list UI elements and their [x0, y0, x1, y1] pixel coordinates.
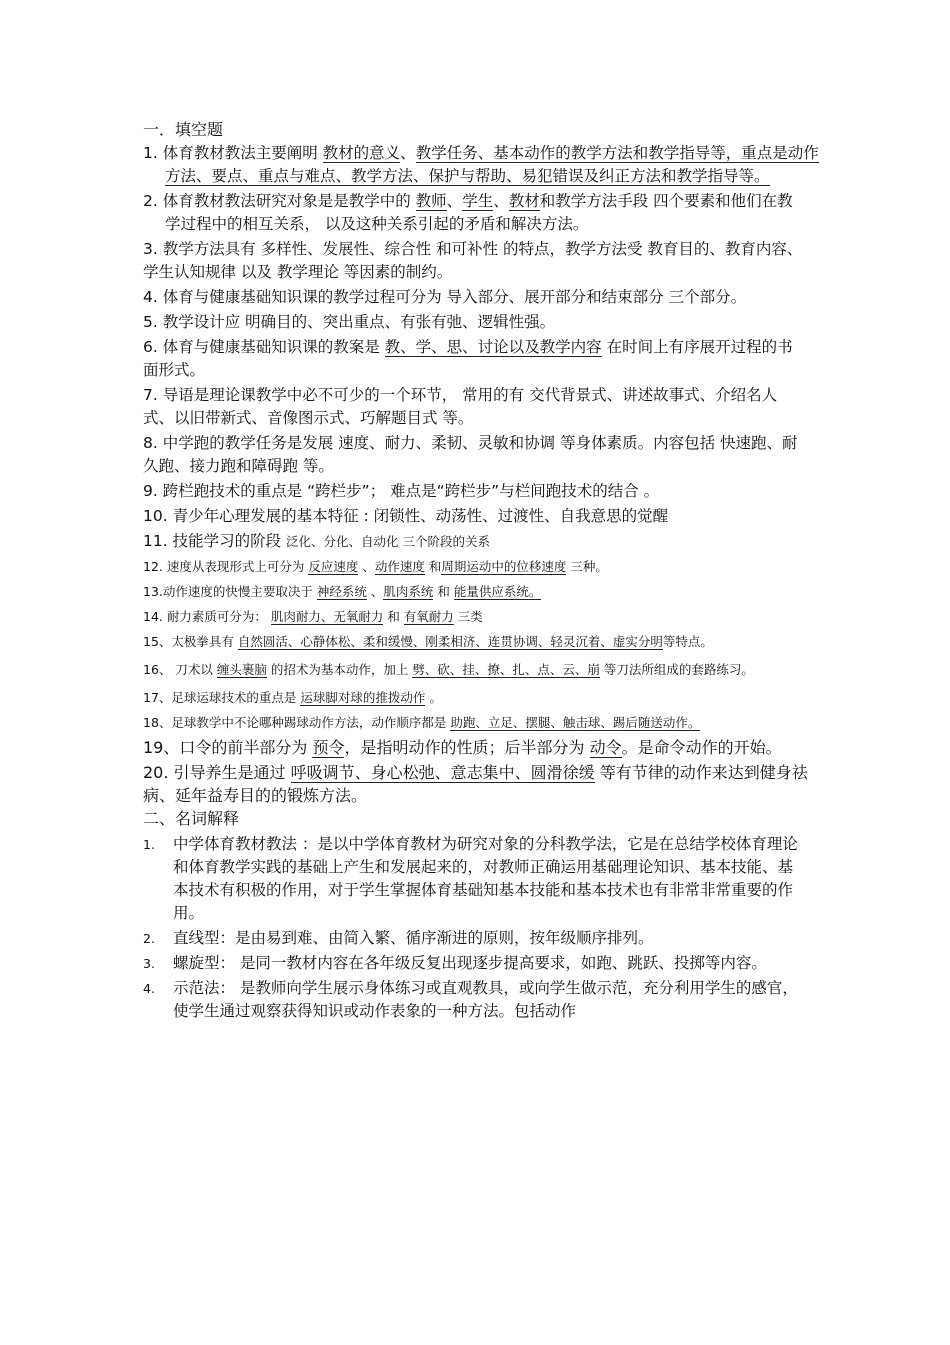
question-14: 14. 耐力素质可分为： 肌肉耐力、无氧耐力 和 有氧耐力 三类 — [143, 609, 483, 624]
question-12: 12. 速度从表现形式上可分为 反应速度 、动作速度 和周期运动中的位移速度 三种。 — [143, 559, 608, 574]
section-title-fill-blank: 一．填空题 — [143, 120, 224, 139]
question-18: 18、足球教学中不论哪种踢球动作方法，动作顺序都是 助跑、立足、摆腿、触击球、踢后随送动作。 — [143, 715, 701, 730]
definition-1: 1. 中学体育教材教法 ：是以中学体育教材为研究对象的分科教学法，它是在总结学校体育理论和体育教学实践的基础上产生和发展起来的，对教师正确运用基础理论知识、基本技能、基本技术有积极的作用，对于学生掌握体育基础知基本技能和基本技术也有非常非常重要的作用。 — [143, 835, 798, 922]
question-4: 4. 体育与健康基础知识课的教学过程可分为 导入部分、展开部分和结束部分 三个部分。 — [143, 288, 747, 306]
question-11: 11. 技能学习的阶段 泛化、分化、自动化 三个阶段的关系 — [143, 532, 490, 550]
question-10: 10. 青少年心理发展的基本特征 : 闭锁性、动荡性、过渡性、自我意思的觉醒 — [143, 507, 669, 525]
document-page — [143, 118, 819, 1023]
section-title-definitions: 二、名词解释 — [143, 809, 240, 828]
question-3: 3. 教学方法具有 多样性、发展性、综合性 和可补性 的特点，教学方法受 教育目的、教育内容、学生认知规律 以及 教学理论 等因素的制约。 — [143, 240, 803, 281]
question-16: 16、 刀术以 缠头裹脑 的招术为基本动作，加上 劈、砍、挂、撩、扎、点、云、崩 等刀法所组成的套路练习。 — [143, 662, 754, 677]
question-20: 20. 引导养生是通过 呼吸调节、身心松弛、意志集中、圆滑徐缓 等有节律的动作来达到健身祛病、延年益寿目的的锻炼方法。 — [143, 763, 808, 805]
question-9: 9. 跨栏跑技术的重点是 “跨栏步”； 难点是“跨栏步”与栏间跑技术的结合 。 — [143, 482, 660, 500]
question-17: 17、足球运球技术的重点是 运球脚对球的推拨动作 。 — [143, 690, 442, 705]
question-13: 13.动作速度的快慢主要取决于 神经系统 、肌肉系统 和 能量供应系统。 — [143, 584, 542, 599]
question-6: 6. 体育与健康基础知识课的教案是 教、学、思、讨论以及教学内容 在时间上有序展开过程的书面形式。 — [143, 338, 793, 379]
question-8: 8. 中学跑的教学任务是发展 速度、耐力、柔韧、灵敏和协调 等身体素质。内容包括 快速跑、耐久跑、接力跑和障碍跑 等。 — [143, 434, 798, 475]
definition-2: 2. 直线型：是由易到难、由简入繁、循序渐进的原则，按年级顺序排列。 — [143, 929, 654, 947]
question-15: 15、太极拳具有 自然圆活、心静体松、柔和缓慢、刚柔相济、连贯协调、轻灵沉着、虚实分明等特点。 — [143, 634, 713, 649]
definition-3: 3. 螺旋型： 是同一教材内容在各年级反复出现逐步提高要求，如跑、跳跃、投掷等内容。 — [143, 954, 767, 972]
question-19: 19、口令的前半部分为 预令，是指明动作的性质；后半部分为 动令。是命令动作的开始。 — [143, 738, 782, 757]
question-2: 2. 体育教材教法研究对象是是教学中的 教师、学生、教材和教学方法手段 四个要素和他们在教学过程中的相互关系， 以及这种关系引起的矛盾和解决方法。 — [143, 192, 793, 233]
definition-4: 4. 示范法： 是教师向学生展示身体练习或直观教具，或向学生做示范，充分利用学生的感官，使学生通过观察获得知识或动作表象的一种方法。包括动作 — [143, 979, 798, 1020]
question-5: 5. 教学设计应 明确目的、突出重点、有张有弛、逻辑性强。 — [143, 313, 556, 331]
question-1: 1. 体育教材教法主要阐明 教材的意义、教学任务、基本动作的教学方法和教学指导等，重点是动作方法、要点、重点与难点、教学方法、保护与帮助、易犯错误及纠正方法和教学指导等。 — [143, 144, 819, 185]
question-7: 7. 导语是理论课教学中必不可少的一个环节， 常用的有 交代背景式、讲述故事式、介绍名人式、以旧带新式、音像图示式、巧解题目式 等。 — [143, 386, 778, 427]
